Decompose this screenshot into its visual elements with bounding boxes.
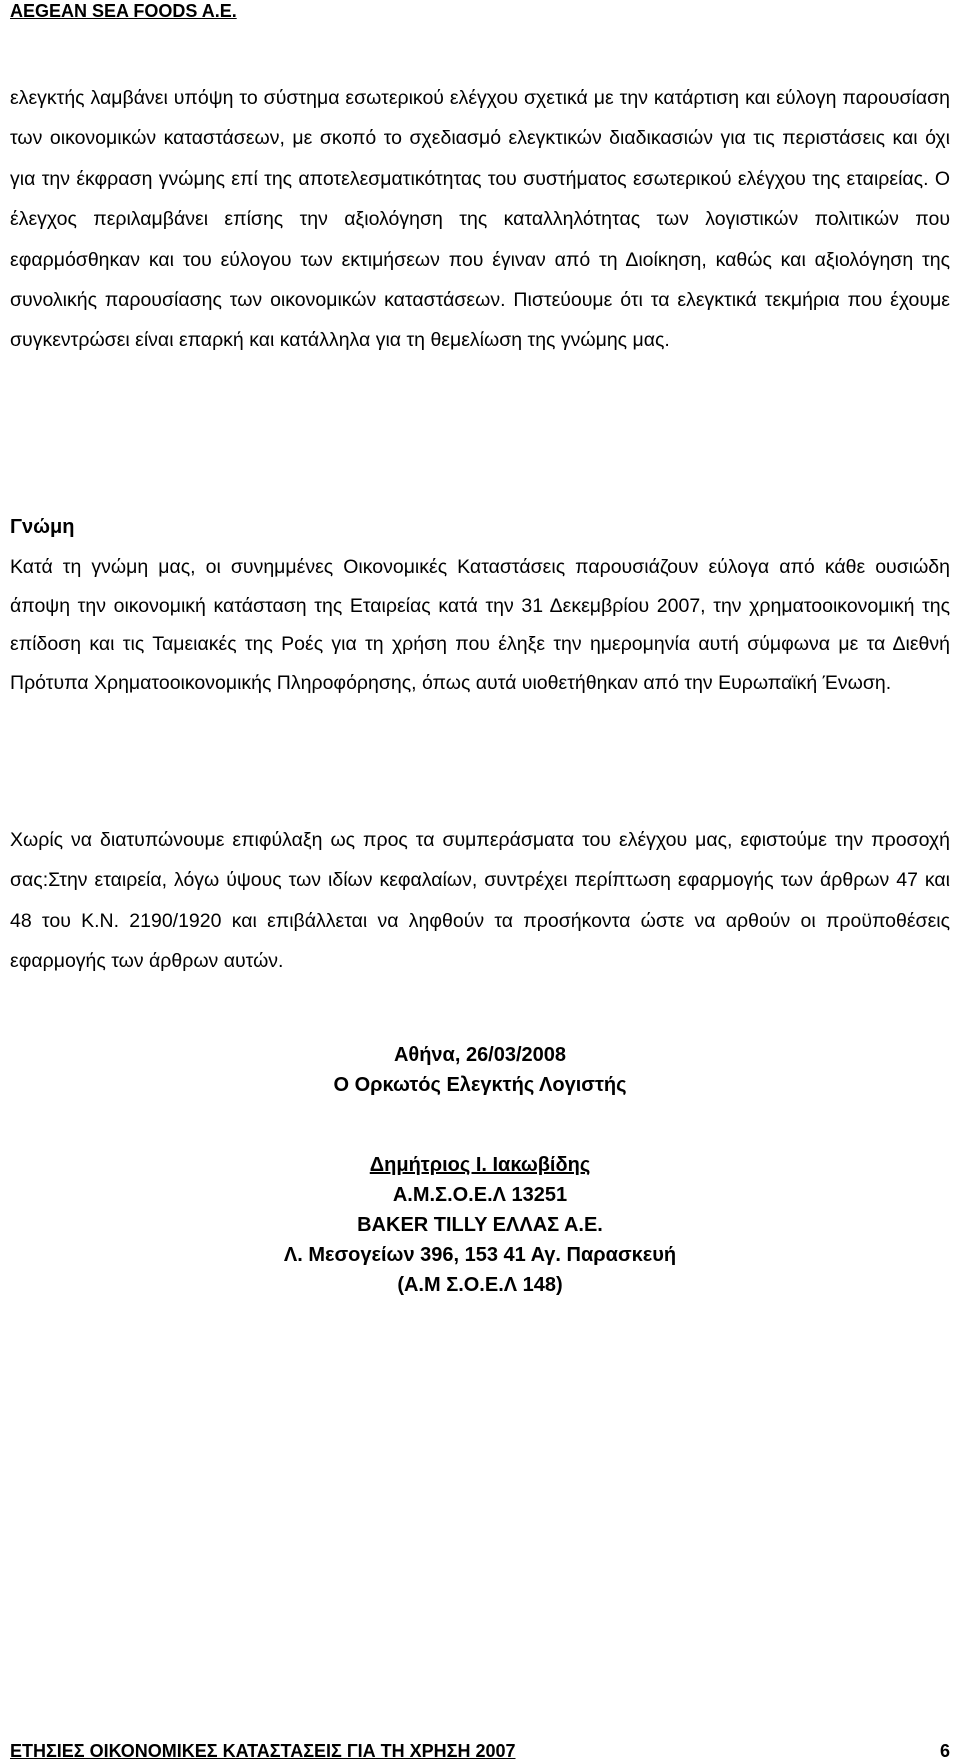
audit-firm: BAKER TILLY ΕΛΛΑΣ Α.Ε. (357, 1214, 603, 1236)
auditor-role: Ο Ορκωτός Ελεγκτής Λογιστής (333, 1074, 627, 1096)
page-number: 6 (939, 1741, 950, 1761)
footer-title: ΕΤΗΣΙΕΣ ΟΙΚΟΝΟΜΙΚΕΣ ΚΑΤΑΣΤΑΣΕΙΣ ΓΙΑ ΤΗ ΧΡΗΣΗ 2007 (10, 1741, 516, 1761)
page-header (10, 0, 910, 22)
emphasis-paragraph: Χωρίς να διατυπώνουμε επιφύλαξη ως προς τα συμπεράσματα του ελέγχου μας, εφιστούμε την προσοχή σας:Στην εταιρεία, λόγω ύψους των ιδίων κεφαλαίων, συντρέχει περίπτωση εφαρμογής των άρθρων 47 και 48 του Κ.Ν. 2190/1920 και επιβάλλεται να ληφθούν τα προσήκοντα ώστε να αρθούν οι προϋποθέσεις εφαρμογής των άρθρων αυτών. (10, 829, 950, 973)
company-name: AEGEAN SEA FOODS A.E. (10, 1, 237, 21)
firm-registration: (Α.Μ Σ.Ο.Ε.Λ 148) (397, 1274, 563, 1296)
audit-paragraph: ελεγκτής λαμβάνει υπόψη το σύστημα εσωτερικού ελέγχου σχετικά με την κατάρτιση και εύλογη παρουσίαση των οικονομικών καταστάσεων, με σκοπό το σχεδιασμό ελεγκτικών διαδικασιών για τις περιστάσεις και όχι για την έκφραση γνώμης επί της αποτελεσματικότητας του συστήματος εσωτερικού ελέγχου της εταιρείας. Ο έλεγχος περιλαμβάνει επίσης την αξιολόγηση της καταλληλότητας των λογιστικών πολιτικών που εφαρμόσθηκαν και του εύλογου των εκτιμήσεων που έγιναν από τη Διοίκηση, καθώς και αξιολόγηση της συνολικής παρουσίασης των οικονομικών καταστάσεων. Πιστεύουμε ότι τα ελεγκτικά τεκμήρια που έχουμε συγκεντρώσει είναι επαρκή και κατάλληλα για τη θεμελίωση της γνώμης μας. (10, 87, 950, 352)
opinion-heading: Γνώμη (10, 516, 75, 538)
page-footer (10, 1741, 950, 1761)
place-date: Αθήνα, 26/03/2008 (393, 1044, 567, 1066)
signature-auditor-block (0, 1150, 960, 1300)
auditor-registration: Α.Μ.Σ.Ο.Ε.Λ 13251 (392, 1184, 568, 1206)
auditor-name: Δημήτριος Ι. Ιακωβίδης (369, 1154, 591, 1176)
opinion-paragraph: Κατά τη γνώμη μας, οι συνημμένες Οικονομικές Καταστάσεις παρουσιάζουν εύλογα από κάθε ουσιώδη άποψη την οικονομική κατάσταση της Εταιρείας κατά την 31 Δεκεμβρίου 2007, την χρηματοοικονομική της επίδοση και τις Ταμειακές της Ροές για τη χρήση που έληξε την ημερομηνία αυτή σύμφωνα με τα Διεθνή Πρότυπα Χρηματοοικονομικής Πληροφόρησης, όπως αυτά υιοθετήθηκαν από την Ευρωπαϊκή Ένωση. (10, 556, 950, 694)
signature-place-block (0, 1040, 960, 1100)
firm-address: Λ. Μεσογείων 396, 153 41 Αγ. Παρασκευή (283, 1244, 677, 1266)
